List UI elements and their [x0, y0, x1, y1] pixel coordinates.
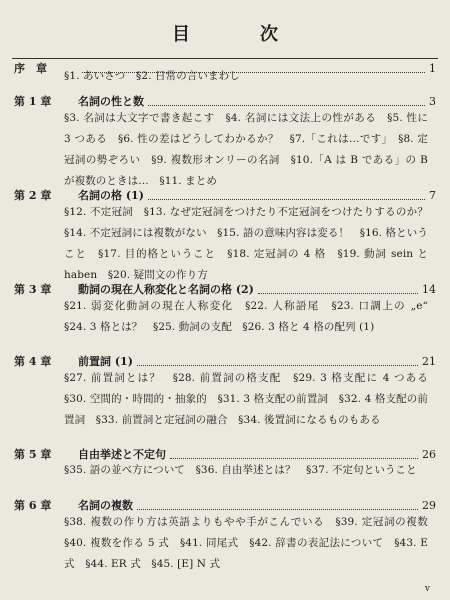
chapter-number: 序 章 [14, 62, 47, 75]
chapter-heading [14, 497, 436, 513]
chapter-heading [14, 353, 436, 369]
chapter-title: 名詞の複数 [78, 499, 133, 512]
chapter-title: 動詞の現在人称変化と名詞の格 (2) [78, 283, 254, 296]
chapter-heading [14, 281, 436, 297]
chapter-heading [14, 93, 436, 109]
chapter-number: 第 5 章 [14, 448, 52, 461]
chapter-title: 名詞の格 (1) [78, 189, 144, 202]
chapter-page: 29 [422, 499, 436, 512]
chapter-title: 名詞の性と数 [78, 95, 144, 108]
section-list: §27. 前置詞とは？ §28. 前置詞の格支配 §29. 3 格支配に 4 つある §30. 空間的・時間的・抽象的 §31. 3 格支配の前置詞 §32. 4 格支配の前置詞 §33. 前置詞と定冠詞の融合 §34. 後置詞になるものもある [64, 372, 439, 426]
chapter-page: 14 [422, 283, 436, 296]
chapter-page: 1 [429, 62, 436, 75]
chapter-title: 前置詞 (1) [78, 355, 133, 368]
chapter-title: 自由挙述と不定句 [78, 448, 166, 461]
leader-dots [258, 293, 418, 294]
chapter-page: 26 [422, 448, 436, 461]
chapter-number: 第 2 章 [14, 189, 52, 202]
section-list: §35. 語の並べ方について §36. 自由挙述とは？ §37. 不定句ということ [64, 464, 417, 476]
leader-dots [148, 199, 425, 200]
chapter-number: 第 3 章 [14, 283, 52, 296]
section-list: §21. 弱変化動詞の現在人称変化 §22. 人称語尾 §23. 口調上の „e“ §24. 3 格とは？ §25. 動詞の支配 §26. 3 格と 4 格の配列 (1) [64, 300, 439, 333]
chapter-number: 第 4 章 [14, 355, 52, 368]
section-list: §38. 複数の作り方は英語よりもやや手がこんでいる §39. 定冠詞の複数 §40. 複数を作る 5 式 §41. 同尾式 §42. 辞書の表記法について §43. E 式 §44. ER 式 §45. [E] N 式 [64, 516, 439, 570]
chapter-number: 第 1 章 [14, 95, 52, 108]
leader-dots [137, 365, 418, 366]
header-rule [12, 58, 438, 59]
page-title: 目 次 [172, 24, 304, 45]
leader-dots [170, 458, 418, 459]
section-list: §12. 不定冠詞 §13. なぜ定冠詞をつけたり不定冠詞をつけたりするのか？ §14. 不定冠詞には複数がない §15. 語の意味内容は変る！ §16. 格ということ §17. 目的格ということ §18. 定冠詞の 4 格 §19. 動詞 sein と haben §20. 疑問文の作り方 [64, 206, 439, 281]
chapter-page: 7 [429, 189, 436, 202]
chapter-heading [14, 187, 436, 203]
chapter-page: 3 [429, 95, 436, 108]
leader-dots [137, 509, 418, 510]
section-list: §1. あいさつ §2. 日常の言いまわし [64, 70, 240, 82]
chapter-page: 21 [422, 355, 436, 368]
section-list: §3. 名詞は大文字で書き起こす §4. 名詞には文法上の性がある §5. 性に 3 つある §6. 性の差はどうしてわかるか？ §7.「これは…です」 §8. 定冠詞の勢ぞろい §9. 複数形オンリーの名詞 §10.「A は B である」の B が複数のときは… §11. まとめ [64, 112, 428, 187]
leader-dots [148, 105, 425, 106]
page-number: v [424, 584, 430, 594]
chapter-number: 第 6 章 [14, 499, 52, 512]
